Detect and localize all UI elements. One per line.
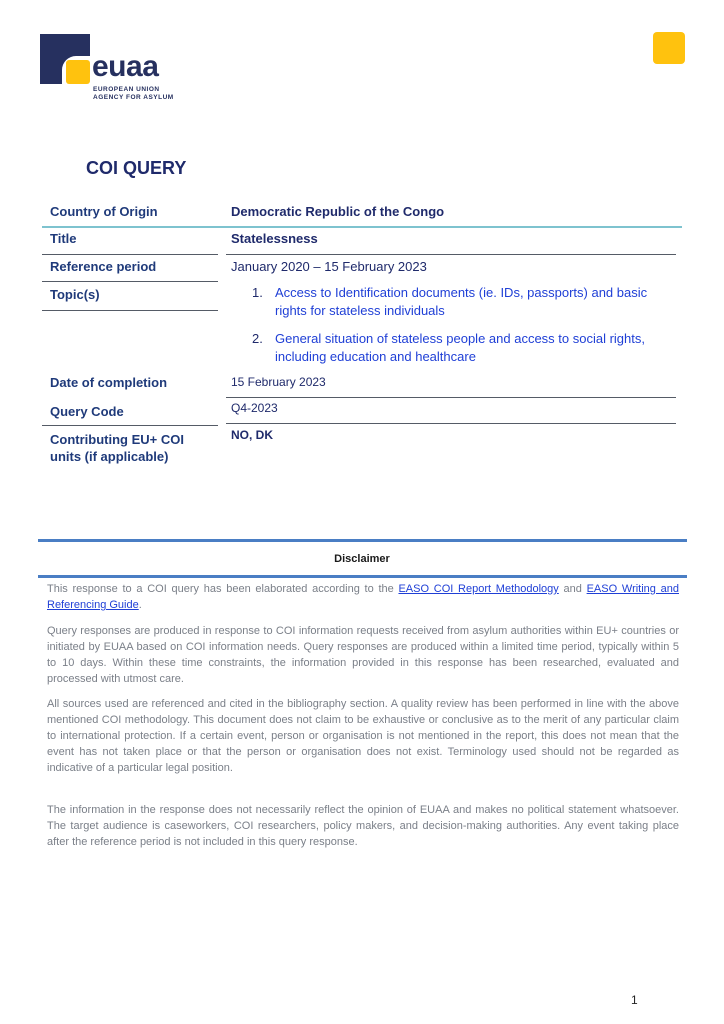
topic-item: [252, 330, 662, 366]
coi-methodology-link[interactable]: EASO COI Report Methodology: [398, 583, 559, 595]
code-divider-right: [226, 423, 676, 424]
disclaimer-paragraph-2: Query responses are produced in response to COI information requests received from asylum authorities within EU+ countries or initiated by EUAA based on COI information needs. Query responses are produced within a limited time period, typically within 5 to 10 days. Within these time constraints, the information provided in this response has been researched, evaluated and processed with utmost care.: [47, 625, 679, 685]
topics-label: Topic(s): [50, 287, 100, 302]
disclaimer-bottom-bar: [38, 575, 687, 578]
euaa-subtitle: EUROPEAN UNION AGENCY FOR ASYLUM: [93, 86, 174, 101]
topics-divider: [42, 310, 218, 311]
code-divider-left: [42, 425, 218, 426]
title-value: Statelessness: [231, 231, 318, 246]
disclaimer-paragraph-4: The information in the response does not necessarily reflect the opinion of EUAA and makes no political statement whatsoever. The target audience is caseworkers, COI researchers, policy makers, and decision-making authorities. Any event taking place after the reference period is not included in this query response.: [47, 804, 679, 848]
euaa-logo-mark-icon: [40, 34, 90, 84]
completion-value: 15 February 2023: [231, 375, 326, 389]
period-label: Reference period: [50, 259, 157, 274]
country-label: Country of Origin: [50, 204, 158, 219]
title-label: Title: [50, 231, 77, 246]
topic-number: 1.: [252, 285, 263, 300]
code-label: Query Code: [50, 404, 124, 419]
brand-corner-square: [653, 32, 685, 64]
disclaimer-top-bar: [38, 539, 687, 542]
period-divider: [42, 281, 218, 282]
page-number: 1: [631, 993, 638, 1007]
units-label: Contributing EU+ COI units (if applicable): [50, 432, 184, 464]
disclaimer-title: Disclaimer: [334, 553, 390, 565]
units-value: NO, DK: [231, 428, 273, 442]
topic-text: General situation of stateless people and access to social rights, including education and healthcare: [275, 331, 645, 364]
topic-text: Access to Identification documents (ie. IDs, passports) and basic rights for stateless individuals: [275, 285, 648, 318]
period-value: January 2020 – 15 February 2023: [231, 259, 427, 274]
disclaimer-paragraph-1: This response to a COI query has been elaborated according to the EASO COI Report Methodology and EASO Writing and Referencing Guide.: [47, 583, 679, 611]
completion-divider: [226, 397, 676, 398]
completion-label: Date of completion: [50, 375, 168, 390]
disclaimer-paragraph-3: All sources used are referenced and cited in the bibliography section. A quality review has been performed in line with the above mentioned COI methodology. This document does not claim to be exhaustive or conclusive as to the merit of any particular claim to international protection. If a certain event, person or organisation is not mentioned in the report, this does not mean that the event has not taken place or that the person or organisation does not exist. Terminology used should not be regarded as indicative of a particular legal position.: [47, 698, 679, 774]
writing-guide-link[interactable]: EASO Writing and Referencing Guide: [47, 583, 679, 611]
document-title: COI QUERY: [86, 158, 187, 178]
topics-list: [252, 284, 662, 366]
code-value: Q4-2023: [231, 401, 278, 415]
topic-number: 2.: [252, 331, 263, 346]
country-value: Democratic Republic of the Congo: [231, 204, 445, 219]
country-divider: [42, 226, 682, 228]
topic-item: [252, 284, 662, 320]
title-divider-right: [226, 254, 676, 255]
title-divider-left: [42, 254, 218, 255]
euaa-wordmark: euaa: [92, 50, 159, 83]
